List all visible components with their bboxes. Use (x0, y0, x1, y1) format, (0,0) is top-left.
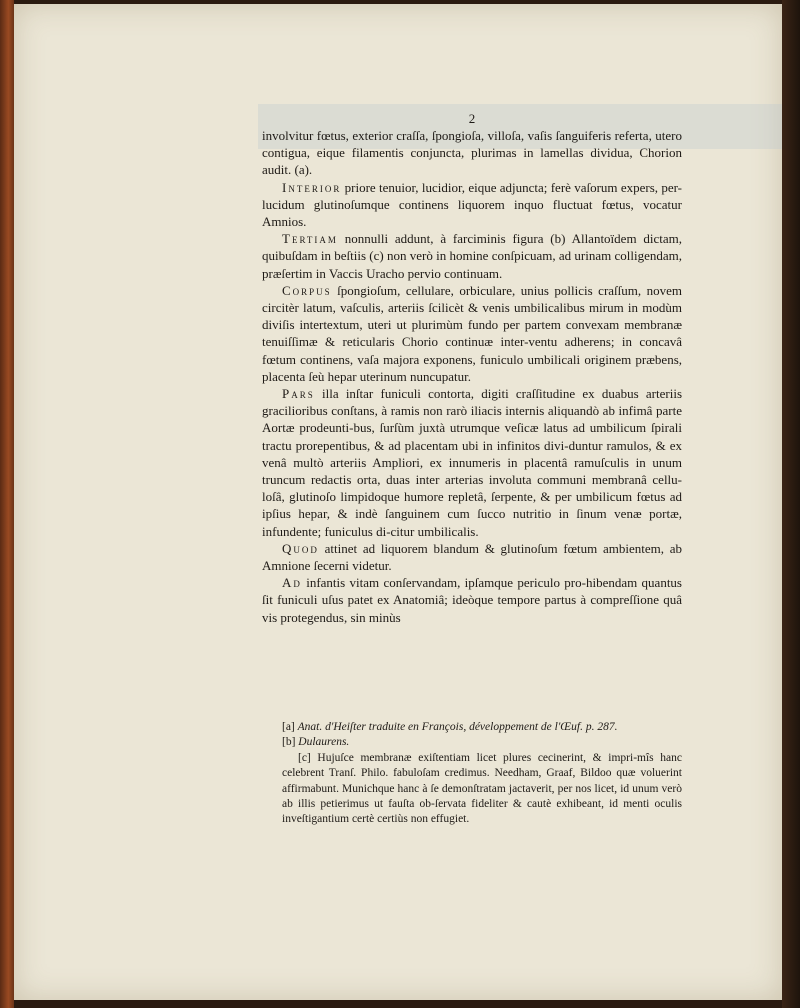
footnote-text: Dulaurens. (298, 736, 350, 749)
paragraph-text: attinet ad liquorem blandum & glutinoſum fœtum ambientem, ab Amnione ſecerni videtur. (262, 540, 683, 574)
footnotes (282, 720, 682, 828)
paragraph-chorion (262, 127, 682, 179)
footnote-a (282, 720, 682, 735)
paragraph-allantois (262, 230, 682, 282)
paragraph-lead: Corpus (282, 282, 332, 298)
book-spine-left (0, 0, 14, 1008)
paragraph-vita (262, 574, 682, 626)
page-text-block (262, 112, 682, 626)
paragraph-lead: Ad (282, 575, 302, 591)
footnote-mark: [a] (282, 721, 295, 733)
paragraph-lead: Interior (282, 179, 342, 195)
footnote-text: Hujuſce membranæ exiſtentiam licet plures cecinerint, & impri-mîs hanc celebrent Tranſ. Philo. fabuloſam credimus. Needham, Graaf, Bildoo quæ voluerint affirmabunt. Munichque hanc à ſe demonſtratam jactaverit, per nos licet, id unum verò ab illis petierimus ut fauſta ob-ſervata fideliter & cautè exhibeant, id menti oculis inveſtigantium certè certiùs non effugiet. (282, 751, 682, 826)
paragraph-placenta (262, 282, 682, 385)
paragraph-text: involvitur fœtus, exterior craſſa, ſpongioſa, villoſa, vaſis ſanguiferis referta, utero contigua, eique filamentis conjuncta, plurimas in lamellas dividua, Chorion audit. (a). (262, 128, 682, 178)
paragraph-lead: Tertiam (282, 231, 338, 247)
paragraph-text: illa inſtar funiculi contorta, digiti craſſitudine ex duabus arteriis gracilioribus conſtans, à ramis non rarò iliacis internis aliquandò ab infimâ parte Aortæ prodeunti-bus, ſurſùm juxtà utrumque veſicæ latus ad umbilicum ſpirali tractu prorepentibus, & ad placentam ubi in infinitos divi-duntur ramulos, & ex venâ multò arteriis Ampliori, ex innumeris in placentâ ramuſculis in unum truncum redactis orta, duas inter arterias involuta communi membranâ cellu-loſâ, glutinoſo limpidoque humore repletâ, ſerpente, & per umbilicum fœtus ad ipſius hepar, & indè ſanguinem cum ſucco nutritio in ſinum venæ portæ, infundente; funiculus di-citur umbilicalis. (262, 386, 683, 539)
paragraph-text: nonnulli addunt, à farciminis figura (b) Allantoïdem dictam, quibuſdam in beſtiis (c) non verò in homine conſpicuam, ad urinam colligendam, præſertim in Vaccis Uracho pervio continuam. (262, 231, 682, 281)
footnote-c (282, 751, 682, 828)
book-spine-right (782, 0, 800, 1008)
footnote-mark: [c] (298, 751, 311, 764)
paragraph-text: infantis vitam conſervandam, ipſamque periculo pro-hibendam quantus ſit funiculi uſus patet ex Anatomiâ; ideòque tempore partus à compreſſione quâ vis protegendus, sin minùs (262, 575, 682, 625)
footnote-mark: [b] (282, 736, 296, 749)
paragraph-amnios (262, 179, 682, 231)
paragraph-text: ſpongioſum, cellulare, orbiculare, unius pollicis craſſum, novem circitèr latum, vaſculis, arteriis ſcilicèt & venis umbilicalibus mirum in modùm diviſis intertextum, uteri ut plurimùm fundo per partem convexam membranæ tenuiſſimæ & reticularis Chorio continuæ inter-ventu adherens; in concavâ fœtum continens, vaſa majora exponens, funiculo umbilicali originem præbens, placenta ſeù hepar uterinum nuncupatur. (262, 282, 682, 384)
page-number: 2 (468, 111, 476, 126)
footnote-text: Anat. d'Heiſter traduite en François, développement de l'Œuf. p. 287. (297, 721, 618, 733)
paragraph-lead: Quod (282, 540, 319, 556)
footnote-b (282, 735, 682, 750)
paragraph-funiculus (262, 385, 682, 540)
paragraph-lead: Pars (282, 386, 315, 402)
paragraph-text: priore tenuior, lucidior, eique adjuncta; ferè vaſorum expers, per-lucidum glutinoſumque continens liquorem inquo fluctuat fœtus, vocatur Amnios. (262, 179, 683, 230)
paragraph-liquor (262, 540, 682, 574)
